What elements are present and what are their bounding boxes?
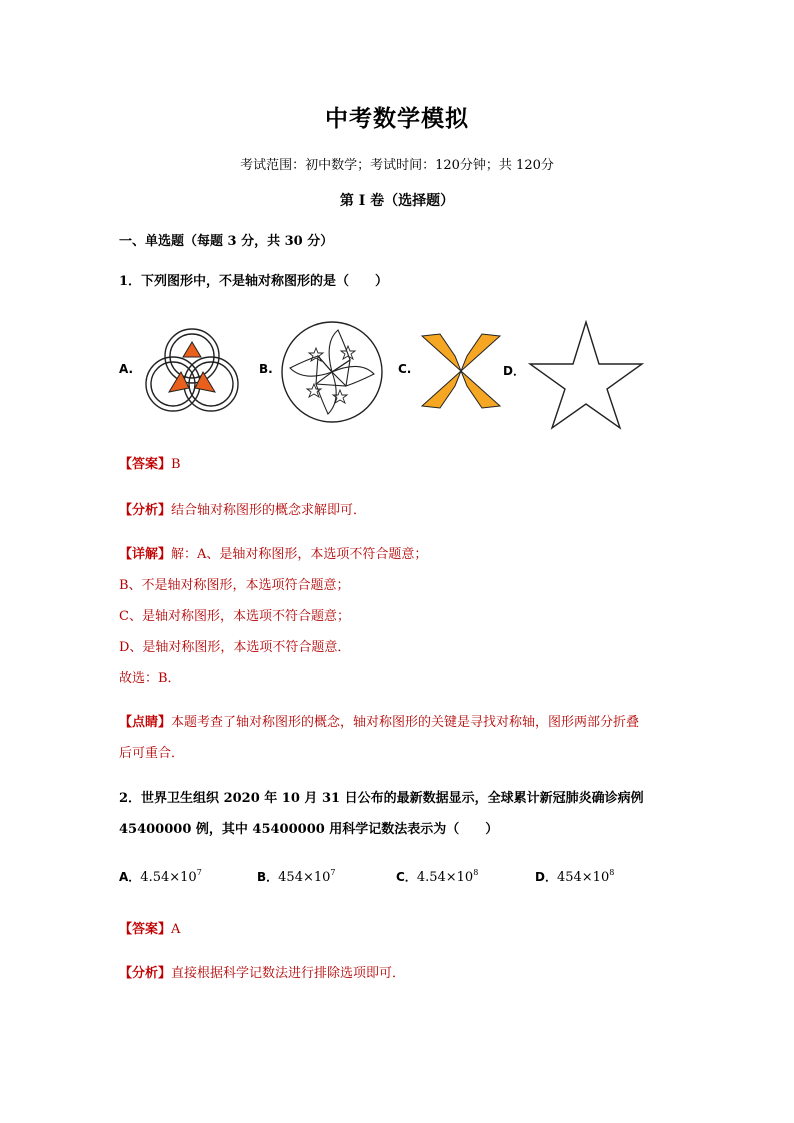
- option-b-pinwheel-figure: [280, 320, 384, 424]
- answer-value: B: [171, 457, 181, 472]
- q1-comment-2: 后可重合．: [119, 746, 185, 761]
- q2-analysis: [119, 962, 405, 981]
- option-c-label: C.: [398, 362, 412, 376]
- answer-tag: 【答案】: [119, 922, 172, 937]
- q2-option-c: C．$4.54\times 10^8$: [396, 868, 479, 885]
- section-title: 第 I 卷（选择题）: [339, 193, 455, 209]
- answer-value: A: [171, 922, 181, 937]
- option-a-triquetra-figure: [141, 322, 243, 418]
- part-heading: 一、单选题（每题 3 分，共 30 分）: [119, 234, 334, 249]
- analysis-text: 结合轴对称图形的概念求解即可．: [171, 503, 367, 518]
- q1-detail-2: B、不是轴对称图形，本选项符合题意；: [119, 578, 350, 593]
- q1-choice: 故选：B．: [119, 671, 181, 686]
- comment-text: 本题考查了轴对称图形的概念，轴对称图形的关键是寻找对称轴，图形两部分折叠: [171, 715, 640, 730]
- analysis-tag: 【分析】: [119, 503, 172, 518]
- option-d-star-figure: [526, 318, 646, 430]
- q1-answer: [119, 453, 181, 472]
- q1-analysis: [119, 499, 366, 518]
- q2-answer: [119, 918, 180, 937]
- question-1-stem: 1．下列图形中，不是轴对称图形的是（ ）: [119, 274, 389, 289]
- exam-meta: 考试范围：初中数学；考试时间：120分钟；共 120分: [240, 158, 554, 173]
- answer-tag: 【答案】: [119, 457, 172, 472]
- detail-tag: 【详解】: [119, 547, 172, 562]
- question-2-stem-1: 2．世界卫生组织 2020 年 10 月 31 日公布的最新数据显示，全球累计新冠肺炎确诊病例: [119, 791, 644, 806]
- q1-comment-1: [119, 711, 639, 730]
- option-c-rhombus-figure: [420, 330, 502, 412]
- option-b-label: B.: [259, 362, 273, 376]
- analysis-tag: 【分析】: [119, 966, 172, 981]
- q2-option-a: A．$4.54\times 10^7$: [119, 868, 202, 885]
- q1-detail-3: C、是轴对称图形，本选项不符合题意；: [119, 609, 350, 624]
- q2-option-b: B．$454\times 10^7$: [257, 868, 336, 885]
- analysis-text: 直接根据科学记数法进行排除选项即可．: [171, 966, 406, 981]
- option-a-label: A.: [119, 362, 134, 376]
- detail-text: 解：A、是轴对称图形，本选项不符合题意；: [171, 547, 428, 562]
- page-title: 中考数学模拟: [325, 105, 469, 132]
- comment-tag: 【点睛】: [119, 715, 172, 730]
- q1-detail-4: D、是轴对称图形，本选项不符合题意．: [119, 640, 351, 655]
- q1-detail-1: [119, 543, 427, 562]
- question-2-stem-2: 45400000 例，其中 45400000 用科学记数法表示为（ ）: [119, 822, 499, 837]
- q2-option-d: D．$454\times 10^8$: [535, 868, 615, 885]
- option-d-label: D．: [503, 364, 525, 378]
